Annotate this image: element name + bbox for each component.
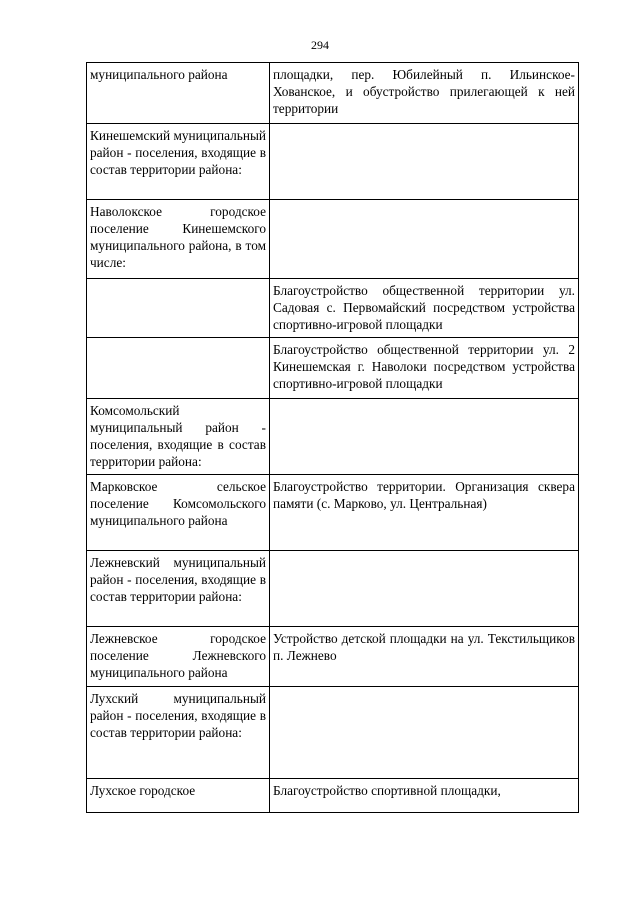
cell-text: Лухский муниципальный район - поселения, входящие в состав территории района: xyxy=(90,691,266,740)
table-row xyxy=(87,687,579,779)
table-cell-right xyxy=(270,200,579,279)
table-row xyxy=(87,200,579,279)
table-cell-right xyxy=(270,627,579,687)
table-row xyxy=(87,124,579,200)
table-cell-right xyxy=(270,687,579,779)
table-cell-right xyxy=(270,551,579,627)
table-row xyxy=(87,551,579,627)
cell-text: Комсомольский муниципальный район - поселения, входящие в состав территории района: xyxy=(90,403,266,469)
document-table xyxy=(86,62,579,813)
cell-text: муниципального района xyxy=(90,67,228,82)
table-cell-right xyxy=(270,124,579,200)
table-cell-left xyxy=(87,475,270,551)
table-row xyxy=(87,63,579,124)
table-cell-left xyxy=(87,779,270,813)
table-cell-left xyxy=(87,627,270,687)
table-cell-left xyxy=(87,399,270,475)
cell-text: площадки, пер. Юбилейный п. Ильинское-Хованское, и обустройство прилегающей к ней территории xyxy=(273,67,575,116)
table-cell-right xyxy=(270,475,579,551)
table-cell-left xyxy=(87,63,270,124)
cell-text: Лухское городское xyxy=(90,783,196,798)
cell-text: Лежневский муниципальный район - поселения, входящие в состав территории района: xyxy=(90,555,266,604)
page-number: 294 xyxy=(311,38,329,52)
table-row xyxy=(87,338,579,399)
table-cell-left xyxy=(87,338,270,399)
table-cell-left xyxy=(87,124,270,200)
table-cell-left xyxy=(87,279,270,338)
cell-text: Кинешемский муниципальный район - поселения, входящие в состав территории района: xyxy=(90,128,267,177)
table-row xyxy=(87,399,579,475)
cell-text: Благоустройство общественной территории ул. Садовая с. Первомайский посредством устройства спортивно-игровой площадки xyxy=(273,283,575,332)
cell-text: Устройство детской площадки на ул. Текстильщиков п. Лежнево xyxy=(273,631,575,663)
cell-text: Благоустройство территории. Организация сквера памяти (с. Марково, ул. Центральная) xyxy=(273,479,575,511)
table-cell-right xyxy=(270,779,579,813)
table-row xyxy=(87,475,579,551)
table-cell-right xyxy=(270,399,579,475)
table-cell-right xyxy=(270,279,579,338)
table-row xyxy=(87,627,579,687)
table-row xyxy=(87,779,579,813)
table-row xyxy=(87,279,579,338)
cell-text: Марковское сельское поселение Комсомольского муниципального района xyxy=(90,479,266,528)
cell-text: Благоустройство спортивной площадки, xyxy=(273,783,501,798)
table-cell-right xyxy=(270,338,579,399)
table-cell-left xyxy=(87,551,270,627)
table-cell-left xyxy=(87,200,270,279)
table-cell-right xyxy=(270,63,579,124)
cell-text: Благоустройство общественной территории ул. 2 Кинешемская г. Наволоки посредством устройства спортивно-игровой площадки xyxy=(273,342,575,391)
table-cell-left xyxy=(87,687,270,779)
cell-text: Наволокское городское поселение Кинешемского муниципального района, в том числе: xyxy=(90,204,266,270)
cell-text: Лежневское городское поселение Лежневского муниципального района xyxy=(90,631,266,680)
